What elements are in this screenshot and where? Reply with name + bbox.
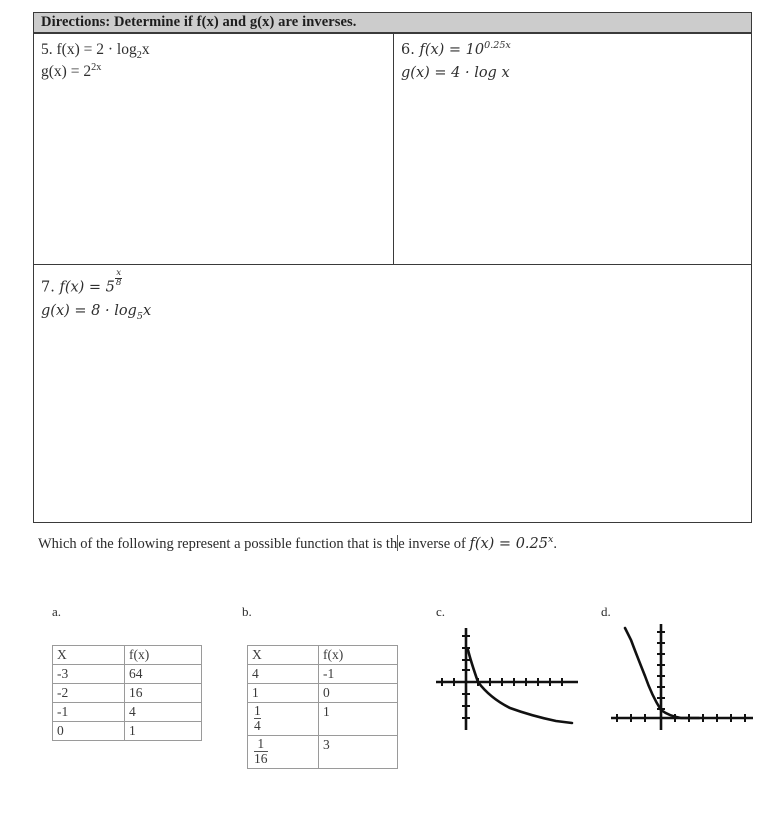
cell-fx: -1 <box>319 665 398 684</box>
problem-5-g-expr: g(x) = 2 <box>41 63 92 80</box>
problem-7-g-base: 5 <box>136 310 143 322</box>
question-function-expr: f(x) <box>469 536 495 552</box>
problem-5-g-exponent: 2x <box>91 61 102 73</box>
table-row <box>53 722 202 741</box>
fraction-numerator: 1 <box>254 703 261 718</box>
table-row <box>248 665 398 684</box>
table-row <box>53 703 202 722</box>
worksheet-table <box>33 12 752 523</box>
table-row <box>248 703 398 736</box>
problem-5-number: 5. <box>41 41 53 58</box>
cell-fx: 0 <box>319 684 398 703</box>
column-header-x: X <box>53 646 125 665</box>
fraction <box>252 704 261 733</box>
choice-label-b[interactable]: b. <box>242 604 252 619</box>
problem-6-number: 6. <box>401 42 415 58</box>
cell-fx: 16 <box>125 684 202 703</box>
column-header-fx: f(x) <box>319 646 398 665</box>
problem-5-f-base: 2 <box>136 50 142 62</box>
cell-x-fraction <box>248 736 319 769</box>
problem-6-g <box>401 62 751 85</box>
cell-fx: 1 <box>319 703 398 736</box>
problem-5-f-expr: f(x) = 2 · log <box>56 41 137 58</box>
cell-x: 0 <box>53 722 125 741</box>
cell-x: -1 <box>53 703 125 722</box>
problem-7-exponent-fraction <box>115 269 123 287</box>
problem-cell-7[interactable] <box>34 264 751 522</box>
cell-fx: 64 <box>125 665 202 684</box>
table-row <box>248 736 398 769</box>
answer-table-a-body <box>53 646 202 741</box>
choice-label-a[interactable]: a. <box>52 604 62 619</box>
graph-c-tick-marks <box>442 636 562 718</box>
choice-label-c[interactable]: c. <box>436 604 446 619</box>
fraction-denominator: 16 <box>254 751 268 767</box>
question-exponent: x <box>547 534 554 546</box>
question-text-before: Which of the following represent a possible function that is th <box>38 536 398 552</box>
choice-label-d[interactable]: d. <box>601 604 611 619</box>
fraction-denominator: 4 <box>254 718 261 734</box>
table-row <box>53 684 202 703</box>
column-header-x: X <box>248 646 319 665</box>
cell-fx: 1 <box>125 722 202 741</box>
graph-choice-c[interactable] <box>432 622 582 732</box>
graph-choice-d[interactable] <box>607 618 757 733</box>
problem-6-g-expr: g(x) = 4 · log x <box>401 65 510 81</box>
cell-x: -2 <box>53 684 125 703</box>
question-prompt <box>38 535 557 553</box>
cell-x: -3 <box>53 665 125 684</box>
question-equals-value: = 0.25 <box>494 536 548 552</box>
problem-cell-6[interactable] <box>394 34 751 264</box>
problem-7-f-expr: f(x) = 5 <box>59 279 115 296</box>
column-header-fx: f(x) <box>125 646 202 665</box>
cell-fx: 4 <box>125 703 202 722</box>
problem-5-f <box>41 39 393 61</box>
table-row <box>248 684 398 703</box>
cell-x-fraction <box>248 703 319 736</box>
problem-6-f-expr: f(x) = 10 <box>419 42 485 58</box>
fraction-denominator: 8 <box>115 277 122 288</box>
cell-fx: 3 <box>319 736 398 769</box>
problem-7-g-arg: x <box>142 302 152 319</box>
problem-row-top <box>34 34 751 264</box>
graph-d-tick-marks <box>617 632 745 722</box>
table-row-header <box>248 646 398 665</box>
table-row-header <box>53 646 202 665</box>
answer-table-b[interactable] <box>247 645 398 769</box>
problem-6-f <box>401 39 751 62</box>
problem-cell-5[interactable] <box>34 34 394 264</box>
question-text-after: e inverse of <box>398 536 470 552</box>
table-row <box>53 665 202 684</box>
directions-header <box>34 13 751 34</box>
problem-5-g <box>41 61 393 83</box>
question-period: . <box>553 536 558 552</box>
graph-c-curve <box>468 650 572 723</box>
problem-7-g <box>41 300 751 323</box>
problem-7-g-expr: g(x) = 8 · log <box>41 302 137 319</box>
directions-text: Directions: Determine if f(x) and g(x) are inverses. <box>41 14 357 30</box>
problem-5-f-arg: x <box>141 41 150 58</box>
answer-table-b-body <box>248 646 398 769</box>
problem-7-number: 7. <box>41 279 55 296</box>
problem-7-f <box>41 270 751 300</box>
problem-6-f-exponent: 0.25x <box>484 40 511 52</box>
fraction-numerator: 1 <box>257 736 265 752</box>
fraction-numerator: x <box>116 268 122 278</box>
cell-x: 4 <box>248 665 319 684</box>
graph-c-axes <box>436 628 578 730</box>
fraction <box>252 737 268 766</box>
cell-x: 1 <box>248 684 319 703</box>
answer-table-a[interactable] <box>52 645 202 741</box>
